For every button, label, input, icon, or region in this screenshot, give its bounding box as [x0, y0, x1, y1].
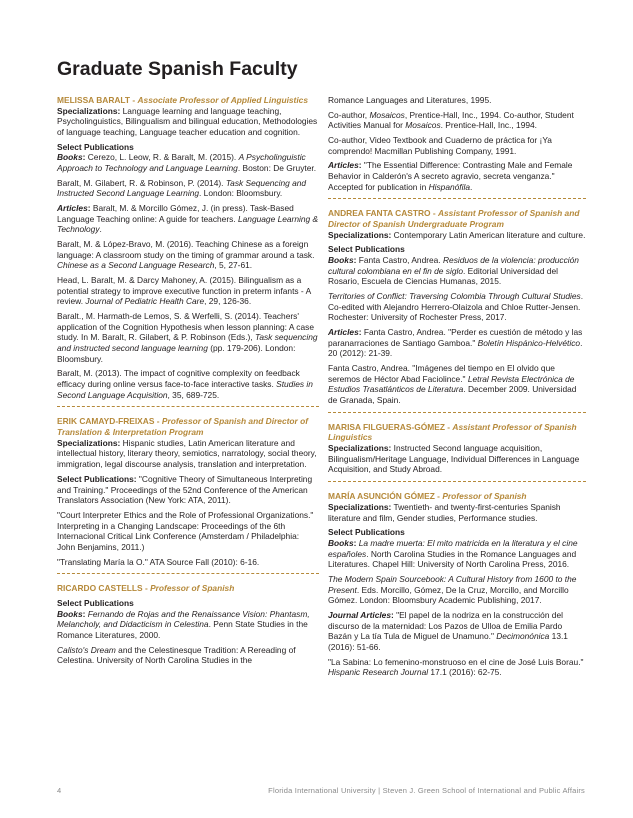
- publication-entry: Books: Cerezo, L. Leow, R. & Baralt, M. (2015). A Psycholinguistic Approach to Technology and Language Learning. Boston: De Gruyter.: [57, 152, 317, 174]
- faculty-name: ERIK CAMAYD-FREIXAS: [57, 416, 155, 427]
- publication-entry: Journal Articles: "El papel de la nodriza en la construcción del discurso de la maternidad: Los Pazos de Ulloa de Emilia Pardo Bazán y La tía Tula de Miguel de Unamuno." Decimonónica 13.1 (2016): 51-66.: [328, 609, 568, 652]
- faculty-role: Assistant Professor of Spanish Linguistics: [328, 421, 577, 443]
- specializations-text: Language learning and language teaching, Psycholinguistics, Bilingualism and bilingual education, Methodologies of language teaching, Language teacher education and cognition.: [57, 105, 318, 138]
- publication-entry: Romance Languages and Literatures, 1995.: [328, 95, 492, 105]
- faculty-role: Associate Professor of Applied Linguistics: [137, 95, 308, 105]
- faculty-specializations: [57, 438, 319, 470]
- publications-label: Select Publications: [328, 527, 405, 538]
- faculty-heading: ANDREA FANTA CASTRO - Assistant Professor of Spanish and Director of Spanish Undergraduate Program: [328, 208, 580, 230]
- publication-entry: Select Publications: "Cognitive Theory of Simultaneous Interpreting and Training." Proceedings of the 52nd Conference of the American Translators Association (New York: ATA, 2011).: [57, 473, 313, 506]
- publication-entry: Articles: "The Essential Difference: Contrasting Male and Female Behavior in Calderón's A secreto agravio, secreta venganza." Accepted for publication in Hispanófila.: [328, 160, 573, 192]
- faculty-block: [328, 491, 586, 678]
- faculty-block: [57, 416, 319, 567]
- faculty-name: MARISA FILGUERAS-GÓMEZ: [328, 421, 445, 432]
- specializations-label: Specializations:: [328, 229, 392, 240]
- faculty-heading: MELISSA BARALT - Associate Professor of Applied Linguistics: [57, 95, 308, 105]
- publication-entry: Territories of Conflict: Traversing Colombia Through Cultural Studies. Co-edited with Alejandro Herrero-Olaizola and Chloe Rutter-Jensen. Rochester: University of Rochester Press, 2017.: [328, 291, 584, 323]
- publication-entry: Books: Fanta Castro, Andrea. Residuos de la violencia: producción cultural colombiana en el fin de siglo. Editorial Universidad del Rosario, Escuela de Ciencias Humanas, 2015.: [328, 255, 579, 287]
- faculty-name: RICARDO CASTELLS: [57, 583, 143, 594]
- publications-label: Select Publications: [57, 141, 134, 152]
- publication-entry: Articles: Baralt, M. & Morcillo Gómez, J. (in press). Task-Based Language Teaching online: A guide for teachers. Language Learning & Technology.: [57, 203, 319, 235]
- faculty-role: Assistant Professor of Spanish and Director of Spanish Undergraduate Program: [328, 208, 580, 230]
- specializations-label: Specializations:: [57, 437, 121, 448]
- faculty-block: [57, 583, 319, 666]
- section-divider: [328, 412, 586, 413]
- publication-entry: "La Sabina: Lo femenino-monstruoso en el cine de José Luis Borau." Hispanic Research Journal 17.1 (2016): 62-75.: [328, 656, 584, 678]
- footer-text: Florida International University | Steven J. Green School of International and Public Affairs: [268, 786, 585, 795]
- publication-entry: Baralt., M. Harmath-de Lemos, S. & Werfelli, S. (2014). Teachers' application of the Cognition Hypothesis when lesson planning: A case study. In M. Baralt, R. Gilabert, & P. Robinson (Eds.), Task sequencing and instructed second language learning (pp. 179-206). London: Bloomsbury.: [57, 311, 318, 364]
- publication-entry: "Translating María la O." ATA Source Fall (2010): 6-16.: [57, 556, 260, 567]
- publication-entry: Head, L. Baralt, M. & Darcy Mahoney, A. (2015). Bilingualism as a potential strategy to improve executive function in preterm infants - A review. Journal of Pediatric Health Care, 29, 126-36.: [57, 275, 311, 307]
- publication-entry: Fanta Castro, Andrea. "Imágenes del tiempo en El olvido que seremos de Héctor Abad Faciolince." Letral Revista Electrónica de Estudios Trasatlánticos de Literatura. December 2009. Universidad de Granada, Spain.: [328, 363, 577, 406]
- specializations-text: Instructed Second language acquisition, Bilingualism/Heritage Language, Individual Differences in Language Acquisition, and Study Abroad.: [328, 443, 580, 475]
- publication-entry: "Court Interpreter Ethics and the Role of Professional Organizations." Interpreting in a Changing Landscape: Proceedings of the 6th Internacional Critical Link Conference (Amsterdam / Philadelphia: John Benjamins, 2011.): [57, 509, 314, 552]
- page-title: Graduate Spanish Faculty: [57, 58, 298, 80]
- publication-entry: Baralt, M. Gilabert, R. & Robinson, P. (2014). Task Sequencing and Instructed Second Language Learning. London: Bloomsbury.: [57, 177, 307, 199]
- specializations-label: Specializations:: [57, 105, 121, 116]
- faculty-heading: MARÍA ASUNCIÓN GÓMEZ - Professor of Spanish: [328, 491, 527, 502]
- specializations-text: Hispanic studies, Latin American literature and intellectual history, literary theory, semiotics, narratology, social theory, immigration, legal discourse analysis, translation and interpretation.: [57, 437, 317, 470]
- publication-entry: Books: La madre muerta: El mito matricida en la literatura y el cine españoles. North Carolina Studies in the Romance Languages and Literatures. Chapel Hill: University of North Carolina Press, 2016.: [328, 537, 578, 570]
- specializations-label: Specializations:: [328, 501, 392, 512]
- section-divider: [328, 481, 586, 482]
- left-column: [57, 95, 319, 670]
- faculty-block: [328, 422, 586, 475]
- publication-entry: Books: Fernando de Rojas and the Renaissance Vision: Phantasm, Melancholy, and Didacticism in Celestina. Penn State Studies in the Romance Literatures, 2000.: [57, 608, 310, 640]
- faculty-heading: RICARDO CASTELLS - Professor of Spanish: [57, 583, 235, 594]
- section-divider: [57, 406, 319, 407]
- faculty-specializations: [328, 502, 586, 523]
- publication-entry: Baralt, M. & López-Bravo, M. (2016). Teaching Chinese as a foreign language: A classroom study on the timing of grammar around a task. Chinese as a Second Language Research, 5, 27-61.: [57, 239, 315, 271]
- page-number: 4: [57, 786, 62, 795]
- faculty-role: Professor of Spanish: [442, 491, 527, 502]
- continued-publications: [328, 95, 586, 192]
- section-divider: [328, 198, 586, 199]
- specializations-text: Twentieth- and twenty-first-centuries Spanish literature and film, Gender studies, Performance studies.: [328, 501, 561, 523]
- publication-entry: Calisto's Dream and the Celestinesque Tradition: A Rereading of Celestina. University of North Carolina Studies in the: [57, 644, 296, 666]
- faculty-heading: MARISA FILGUERAS-GÓMEZ - Assistant Professor of Spanish Linguistics: [328, 421, 577, 443]
- publication-entry: Co-author, Video Textbook and Cuaderno de práctica for ¡Ya comprendo! Macmillan Publishing Company, 1991.: [328, 135, 552, 156]
- faculty-name: ANDREA FANTA CASTRO: [328, 208, 431, 219]
- faculty-role: Professor of Spanish: [150, 583, 235, 594]
- faculty-specializations: [57, 106, 319, 138]
- faculty-name: MELISSA BARALT: [57, 95, 131, 105]
- specializations-label: Specializations:: [328, 443, 392, 454]
- publications-label: Select Publications: [57, 597, 134, 608]
- publication-entry: Co-author, Mosaicos, Prentice-Hall, Inc., 1994. Co-author, Student Activities Manual for Mosaicos. Prentice-Hall, Inc., 1994.: [328, 109, 574, 131]
- specializations-text: Contemporary Latin American literature and culture.: [393, 229, 586, 240]
- faculty-block: [328, 208, 586, 405]
- faculty-heading: ERIK CAMAYD-FREIXAS - Professor of Spanish and Director of Translation & Interpretation Program: [57, 416, 308, 438]
- section-divider: [57, 573, 319, 574]
- faculty-specializations: [328, 443, 586, 475]
- faculty-name: MARÍA ASUNCIÓN GÓMEZ: [328, 491, 435, 502]
- faculty-role: Professor of Spanish and Director of Translation & Interpretation Program: [57, 416, 308, 438]
- publication-entry: Articles: Fanta Castro, Andrea. "Perder es cuestión de método y las paranarraciones de Santiago Gamboa." Boletín Hispánico-Helvético. 20 (2012): 21-39.: [328, 327, 583, 359]
- publication-entry: Baralt, M. (2013). The impact of cognitive complexity on feedback efficacy during online versus face-to-face interactive tasks. Studies in Second Language Acquisition, 35, 689-725.: [57, 368, 313, 400]
- publications-label: Select Publications: [328, 244, 405, 255]
- right-column: [328, 95, 586, 682]
- publication-entry: The Modern Spain Sourcebook: A Cultural History from 1600 to the Present. Eds. Morcillo, Gómez, De la Cruz, Morcillo, and Morcillo Gómez. London: Bloomsbury Academic Publishing, 2017.: [328, 573, 577, 606]
- faculty-block: [57, 95, 319, 400]
- faculty-specializations: [328, 230, 586, 241]
